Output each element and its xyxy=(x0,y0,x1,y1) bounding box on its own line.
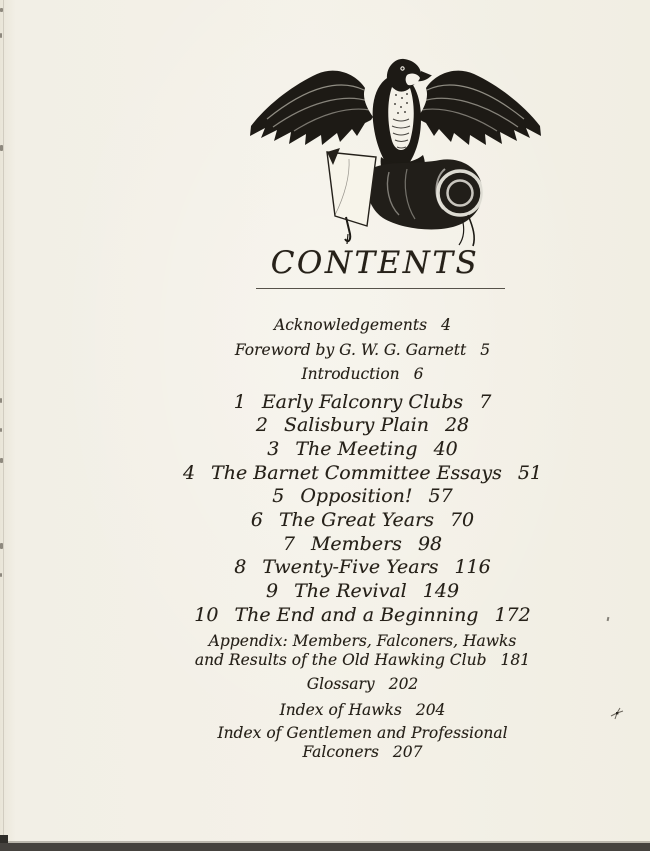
page-number: 6 xyxy=(413,365,424,383)
toc-entry xyxy=(85,362,640,387)
page-number: 70 xyxy=(449,509,475,532)
chapter-number: 10 xyxy=(194,603,219,626)
page-number: 51 xyxy=(517,461,543,484)
scan-artifact xyxy=(0,398,2,403)
toc-chapter-entry xyxy=(85,391,640,415)
chapter-number: 5 xyxy=(272,485,285,508)
toc-chapter-entry xyxy=(85,485,640,509)
toc-entry xyxy=(85,724,640,743)
toc-chapter-entry xyxy=(85,556,640,580)
page-number: 116 xyxy=(454,556,491,579)
scan-artifact xyxy=(0,8,3,12)
chapter-title: The Meeting xyxy=(295,437,418,460)
chapter-number: 9 xyxy=(265,580,279,603)
chapter-title: The End and a Beginning xyxy=(234,603,479,626)
toc-chapter-list xyxy=(85,391,640,628)
scan-artifact xyxy=(0,145,3,151)
page-number: 40 xyxy=(433,437,458,460)
page-number: 4 xyxy=(441,316,451,334)
chapter-title: Twenty-Five Years xyxy=(262,556,439,579)
toc-entry xyxy=(85,700,640,721)
entry-label: Acknowledgements xyxy=(274,316,428,334)
toc-chapter-entry xyxy=(85,580,640,604)
page-number: 181 xyxy=(500,650,531,669)
page-number: 207 xyxy=(392,742,423,761)
page-number: 149 xyxy=(422,580,460,603)
toc-chapter-entry xyxy=(85,509,640,533)
chapter-title: The Revival xyxy=(294,580,407,603)
page-number: 5 xyxy=(480,340,491,359)
scan-artifact-squiggle xyxy=(610,707,624,721)
table-of-contents xyxy=(85,303,640,762)
entry-label: Foreword by G. W. G. Garnett xyxy=(234,340,467,359)
toc-chapter-entry xyxy=(85,604,640,628)
chapter-title: Salisbury Plain xyxy=(283,414,429,437)
chapter-number: 6 xyxy=(250,509,263,532)
chapter-number: 7 xyxy=(282,532,295,555)
chapter-number: 1 xyxy=(233,390,246,413)
scan-artifact xyxy=(0,573,2,577)
scan-corner-notch xyxy=(0,835,8,843)
entry-label: Introduction xyxy=(301,365,400,383)
chapter-title: The Great Years xyxy=(278,509,434,532)
scan-bottom-edge xyxy=(0,843,650,851)
title-rule xyxy=(256,288,505,289)
entry-label: Falconers xyxy=(302,742,379,761)
chapter-number: 2 xyxy=(255,414,268,437)
toc-entry xyxy=(85,673,640,695)
toc-entry xyxy=(85,338,640,363)
toc-back-matter xyxy=(85,632,640,762)
chapter-title: Members xyxy=(310,532,402,555)
entry-label: Index of Gentlemen and Professional xyxy=(217,723,508,742)
scan-artifact xyxy=(0,33,2,38)
chapter-number: 4 xyxy=(182,461,196,484)
falcon-illustration xyxy=(249,57,542,247)
toc-chapter-entry xyxy=(85,462,640,486)
entry-label: Glossary xyxy=(306,674,375,693)
scan-artifact xyxy=(0,428,2,432)
page-number: 204 xyxy=(415,700,446,719)
toc-entry xyxy=(85,651,640,670)
scan-crease xyxy=(3,0,4,851)
toc-chapter-entry xyxy=(85,533,640,557)
chapter-number: 3 xyxy=(267,437,280,460)
toc-chapter-entry xyxy=(85,438,640,462)
toc-entry xyxy=(85,743,640,762)
page-number: 7 xyxy=(479,390,492,413)
chapter-title: Early Falconry Clubs xyxy=(261,390,464,413)
chapter-title: Opposition! xyxy=(300,485,413,508)
entry-label: and Results of the Old Hawking Club xyxy=(194,650,487,669)
chapter-title: The Barnet Committee Essays xyxy=(211,461,502,484)
toc-entry xyxy=(85,632,640,651)
page-number: 172 xyxy=(494,603,531,626)
page-number: 28 xyxy=(444,414,470,437)
page-number: 202 xyxy=(388,674,419,693)
page-number: 98 xyxy=(417,532,443,555)
entry-label: Appendix: Members, Falconers, Hawks xyxy=(208,631,517,650)
toc-entry xyxy=(85,313,640,338)
chapter-number: 8 xyxy=(234,556,247,579)
page-number: 57 xyxy=(428,485,453,508)
toc-chapter-entry xyxy=(85,414,640,438)
page-title: CONTENTS xyxy=(270,245,480,281)
scan-artifact xyxy=(0,458,3,463)
scan-artifact xyxy=(0,543,3,549)
entry-label: Index of Hawks xyxy=(279,700,402,719)
